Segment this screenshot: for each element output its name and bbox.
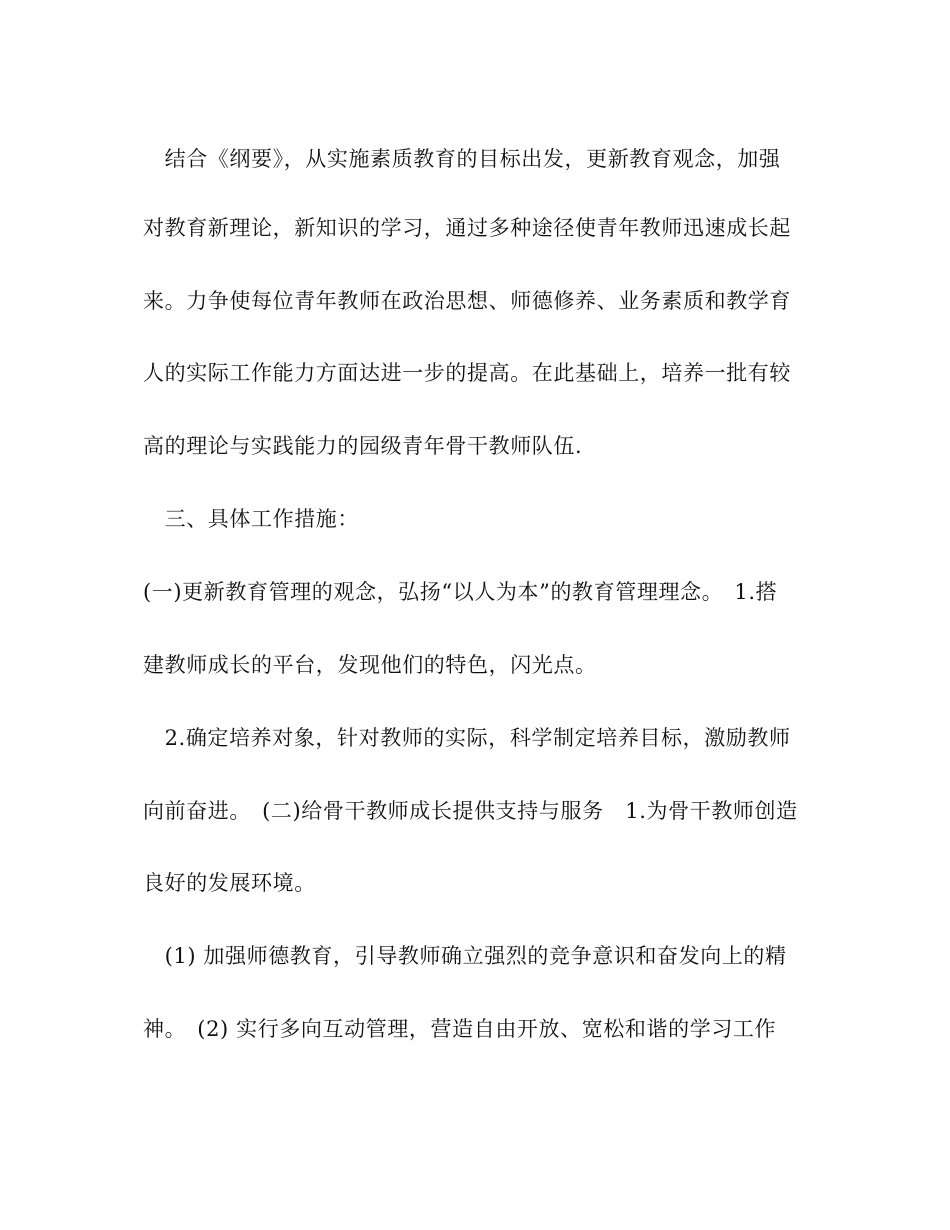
paragraph-line: 2.确定培养对象，针对教师的实际，科学制定培养目标，激励教师 [143, 726, 791, 750]
paragraph-line: 对教育新理论，新知识的学习，通过多种途径使青年教师迅速成长起 [143, 216, 791, 240]
paragraph-line: 良好的发展环境。 [143, 871, 316, 895]
paragraph-line: 来。力争使每位青年教师在政治思想、师德修养、业务素质和教学育 [143, 289, 791, 313]
paragraph-line: 结合《纲要》，从实施素质教育的目标出发，更新教育观念，加强 [143, 147, 781, 171]
paragraph-line: 向前奋进。 (二)给骨干教师成长提供支持与服务 1.为骨干教师创造 [143, 799, 798, 823]
paragraph-line: (一)更新教育管理的观念，弘扬“以人为本”的教育管理理念。 1.搭 [143, 580, 778, 604]
paragraph-line: 人的实际工作能力方面达进一步的提高。在此基础上，培养一批有较 [143, 361, 791, 385]
section-heading: 三、具体工作措施： [143, 507, 359, 531]
paragraph-line: 高的理论与实践能力的园级青年骨干教师队伍. [143, 434, 583, 458]
paragraph-line: 神。 (2) 实行多向互动管理，营造自由开放、宽松和谐的学习工作 [143, 1017, 777, 1041]
paragraph-line: 建教师成长的平台，发现他们的特色，闪光点。 [143, 653, 597, 677]
paragraph-line: (1) 加强师德教育，引导教师确立强烈的竞争意识和奋发向上的精 [143, 944, 787, 968]
